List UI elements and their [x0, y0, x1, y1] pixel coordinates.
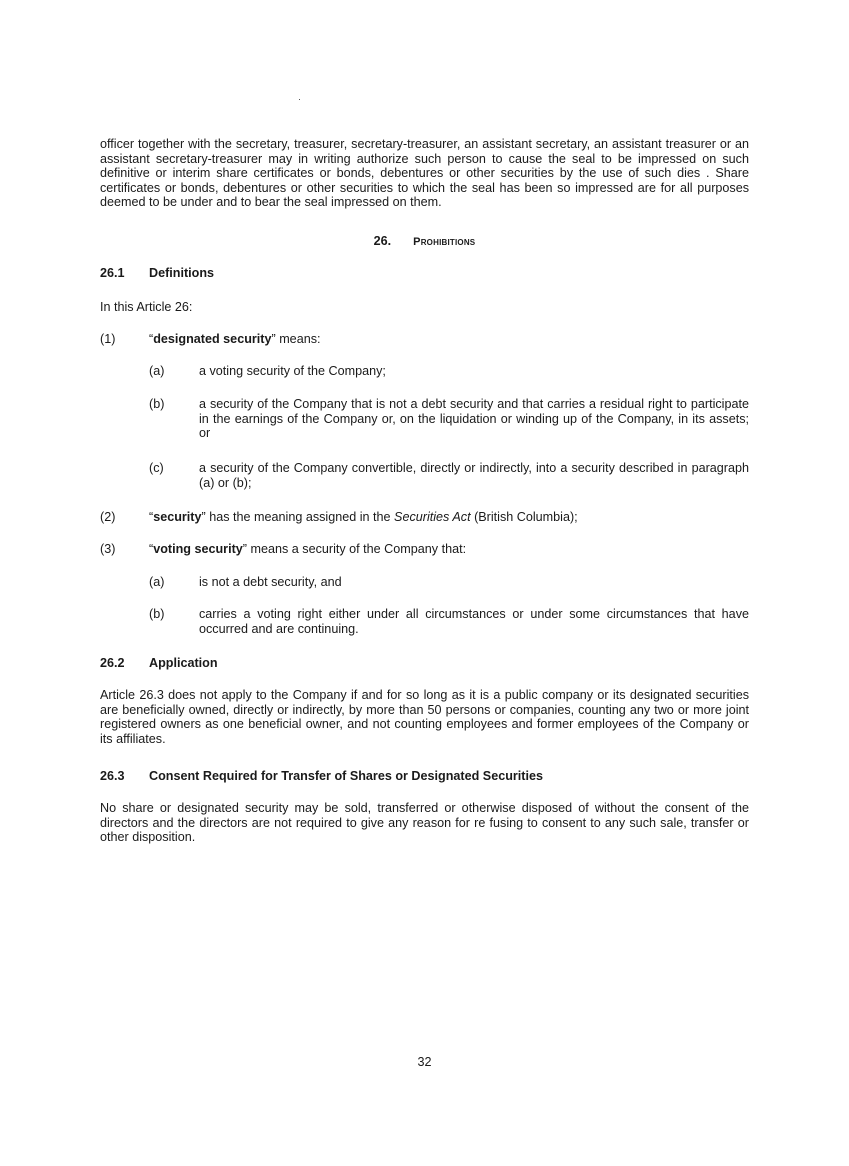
subitem-label: (a) — [149, 575, 165, 589]
subitem-text: is not a debt security, and — [199, 575, 342, 589]
subitem-text: carries a voting right either under all circumstances or under some circumstances that have occurred and are continuing. — [199, 607, 749, 636]
act-name: Securities Act — [394, 510, 471, 524]
section-title: Application — [149, 656, 218, 670]
defined-term: voting security — [153, 542, 243, 556]
page-number: 32 — [417, 1055, 432, 1069]
section-number: 26.3 — [100, 769, 125, 783]
defined-term: security — [153, 510, 202, 524]
definitions-intro: In this Article 26: — [100, 300, 193, 314]
section-26-3-heading — [100, 769, 543, 784]
subitem-label: (b) — [149, 397, 165, 411]
section-number: 26.1 — [100, 266, 125, 280]
section-26-1-heading — [100, 266, 214, 281]
article-heading — [0, 234, 849, 250]
item-text: “designated security” means: — [149, 332, 321, 346]
continuation-paragraph: officer together with the secretary, treasurer, secretary-treasurer, an assistant secretary, an assistant treasurer or an assistant secretary-treasurer may in writing authorize such person to cause the seal to be impressed on such definitive or interim share certificates or bonds, debentures or other securities by the use of such dies . Share certificates or bonds, debentures or other securities to which the seal has been so impressed are for all purposes deemed to be under and to bear the seal impressed on them. — [100, 137, 749, 210]
item-label: (1) — [100, 332, 116, 346]
section-title: Consent Required for Transfer of Shares or Designated Securities — [149, 769, 544, 783]
subitem-label: (c) — [149, 461, 164, 475]
item-text: “voting security” means a security of the Company that: — [149, 542, 467, 556]
item-label: (2) — [100, 510, 116, 524]
section-number: 26.2 — [100, 656, 125, 670]
item-text: “security” has the meaning assigned in the Securities Act (British Columbia); — [149, 510, 578, 524]
subitem-text: a voting security of the Company; — [199, 364, 386, 378]
subitem-label: (b) — [149, 607, 165, 621]
subitem-text: a security of the Company convertible, directly or indirectly, into a security described in paragraph (a) or (b); — [199, 461, 749, 490]
subitem-text: a security of the Company that is not a debt security and that carries a residual right to participate in the earnings of the Company or, on the liquidation or winding up of the Company, in its assets; or — [199, 397, 749, 441]
section-26-2-heading — [100, 656, 218, 671]
article-title: Prohibitions — [413, 236, 476, 248]
section-title: Definitions — [149, 266, 215, 280]
article-number: 26. — [373, 234, 392, 248]
defined-term: designated security — [153, 332, 272, 346]
consent-paragraph: No share or designated security may be sold, transferred or otherwise disposed of without the consent of the directors and the directors are not required to give any reason for re fusing to consent to any such sale, transfer or other disposition. — [100, 801, 749, 845]
item-label: (3) — [100, 542, 116, 556]
application-paragraph: Article 26.3 does not apply to the Company if and for so long as it is a public company or its designated securities are beneficially owned, directly or indirectly, by more than 50 persons or companies, counting any two or more joint registered owners as one beneficial owner, and not counting employees and former employees of the Company or its affiliates. — [100, 688, 749, 746]
subitem-label: (a) — [149, 364, 165, 378]
stray-mark — [299, 99, 300, 100]
